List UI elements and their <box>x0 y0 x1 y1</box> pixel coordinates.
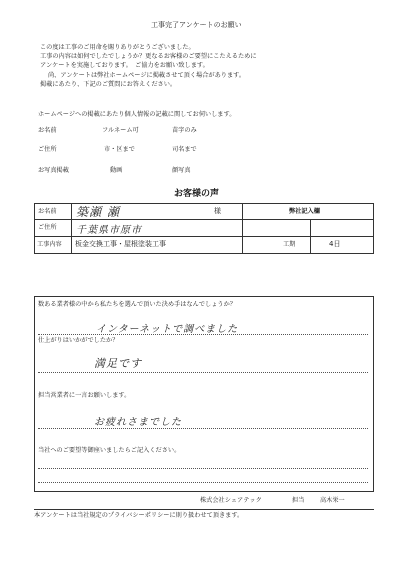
period-value[interactable]: 4日 <box>329 240 341 248</box>
work-label: 工事内容 <box>37 241 62 248</box>
privacy-name-surname-option[interactable]: 苗字のみ <box>172 127 197 134</box>
privacy-name-full-option[interactable]: フルネーム可 <box>102 127 139 134</box>
name-value[interactable]: 築瀬 瀬 <box>76 205 120 219</box>
intro-line: この度は工事のご用命を賜りありがとうございました。 <box>40 44 195 51</box>
staff-label: 担当 <box>292 497 305 504</box>
answer-1[interactable]: インターネットで調べました <box>96 324 239 335</box>
intro-line: 掲載にあたり、下記のご質問にお答えください。 <box>40 81 177 88</box>
sama-suffix: 様 <box>214 207 221 215</box>
voice-heading: お客様の声 <box>174 189 220 199</box>
intro-line: アンケートを実施しております。 ご協力をお願い致します。 <box>40 62 209 69</box>
answer-line <box>38 468 368 469</box>
privacy-address-city-option[interactable]: 市・区まで <box>104 146 135 153</box>
privacy-notice: 本アンケートは当社規定のプライバシーポリシーに則り扱わせて頂きます。 <box>34 512 244 519</box>
work-value[interactable]: 板金交換工事・屋根塗装工事 <box>75 240 166 248</box>
question-4: 当社へのご要望等御座いましたらご記入ください。 <box>38 447 181 454</box>
answer-line <box>38 334 368 335</box>
question-3: 担当営業者に一言お願いします。 <box>38 392 131 399</box>
address-label: ご住所 <box>38 224 57 231</box>
answer-3[interactable]: お疲れさまでした <box>94 417 182 428</box>
intro-line: 工事の内容は如何でしたでしょうか？更なるお客様のご要望にこたえるために <box>40 53 257 60</box>
staff-name: 高木栄一 <box>320 497 345 504</box>
answer-line <box>38 428 368 429</box>
period-label: 工期 <box>283 241 296 248</box>
privacy-photo-video-option[interactable]: 動画 <box>110 167 123 174</box>
name-label: お名前 <box>38 208 57 215</box>
privacy-photo-label: お写真掲載 <box>38 167 69 174</box>
privacy-address-label: ご住所 <box>38 146 57 153</box>
privacy-address-town-option[interactable]: 司名まで <box>172 146 197 153</box>
privacy-name-label: お名前 <box>38 127 57 134</box>
privacy-photo-face-option[interactable]: 顔写真 <box>172 167 191 174</box>
answer-line <box>38 372 368 373</box>
answer-2[interactable]: 満足です <box>94 357 142 370</box>
intro-line: 尚、アンケートは弊社ホームページに掲載させて頂く場合があります。 <box>48 72 246 79</box>
company-name: 株式会社シェアテック <box>200 497 262 504</box>
question-1: 数ある業者様の中から私たちを選んで頂いた決め手はなんでしょうか？ <box>38 301 236 308</box>
answer-line <box>38 482 368 483</box>
privacy-question: ホームページへの掲載にあたり個人情報の記載に関してお伺いします。 <box>38 111 236 118</box>
page-title: 工事完了アンケートのお願い <box>151 21 242 29</box>
question-2: 仕上がりはいかがでしたか？ <box>38 337 119 344</box>
office-use-label: 弊社記入欄 <box>289 208 320 215</box>
address-value[interactable]: 千葉県市原市 <box>76 225 142 236</box>
